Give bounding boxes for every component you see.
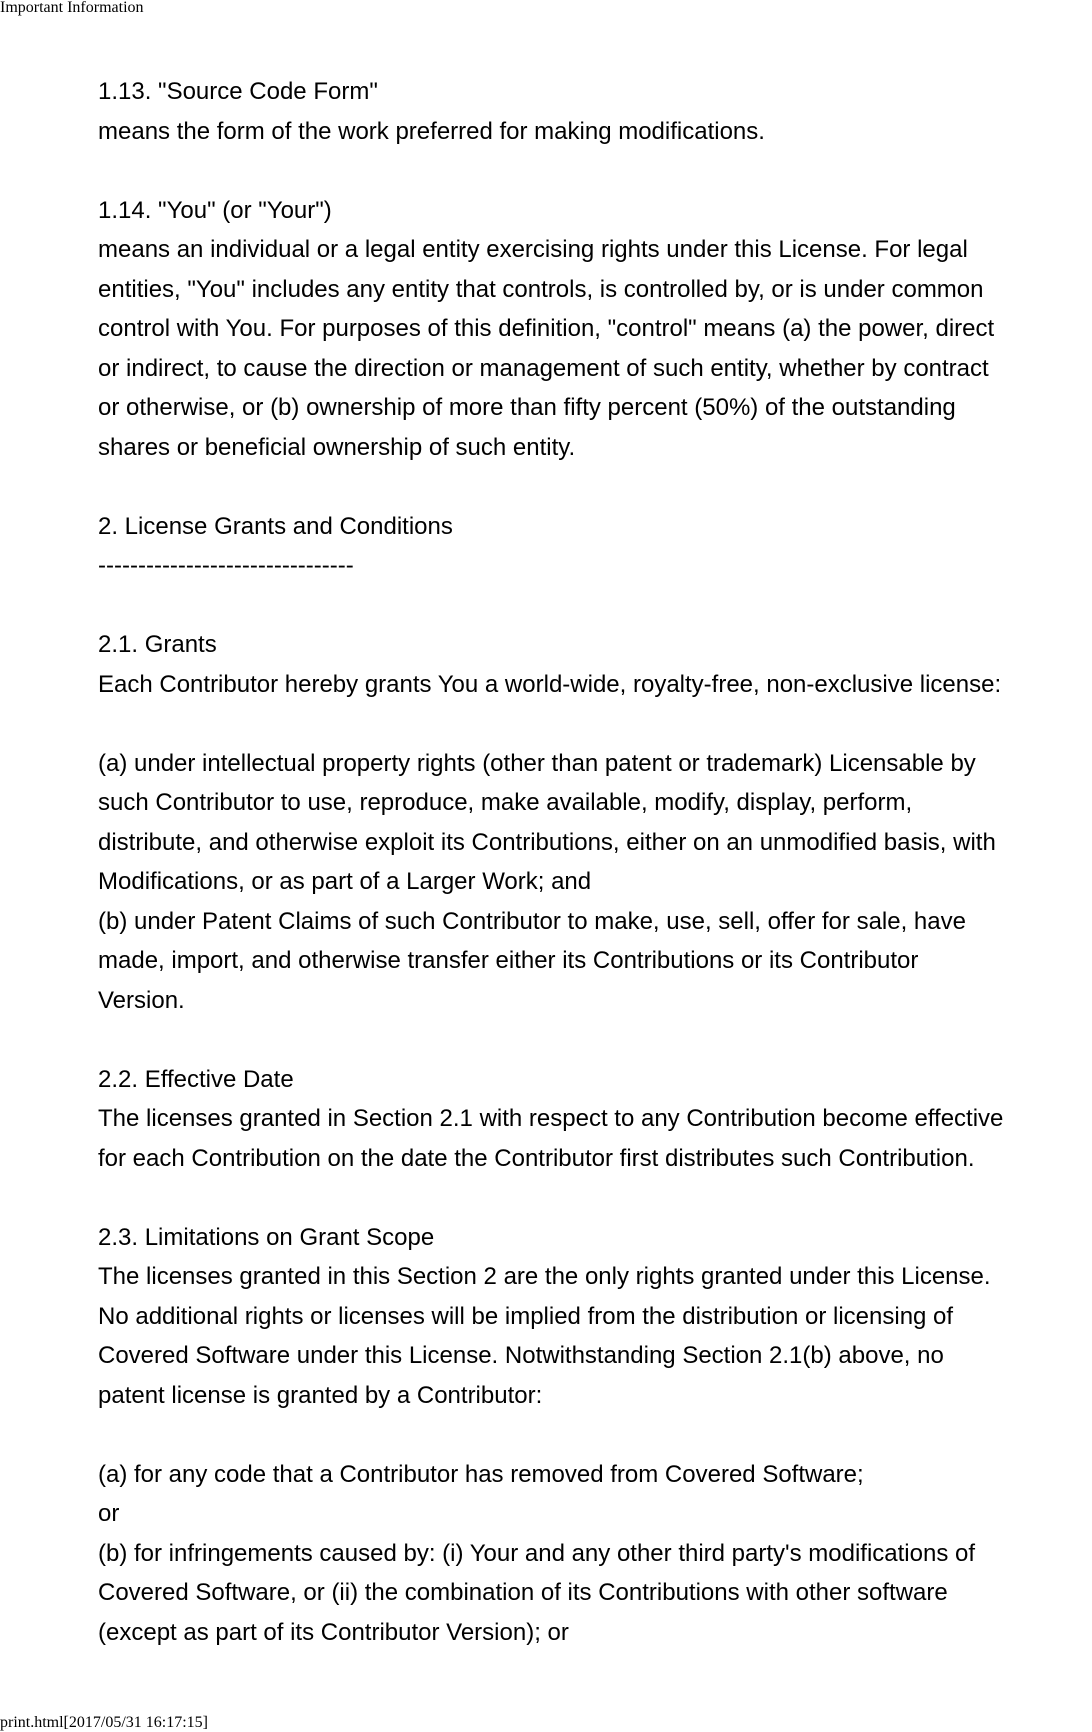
text-line: made, import, and otherwise transfer either its Contributions or its Contributor (98, 947, 919, 974)
text-line: -------------------------------- (98, 552, 354, 579)
text-line: such Contributor to use, reproduce, make available, modify, display, perform, (98, 789, 913, 816)
blank-line (98, 586, 1088, 626)
text-line: or indirect, to cause the direction or management of such entity, whether by contract (98, 354, 989, 382)
text-line: or otherwise, or (b) ownership of more than fifty percent (50%) of the outstanding (98, 394, 956, 421)
text-line: (a) under intellectual property rights (other than patent or trademark) Licensable by (98, 749, 976, 777)
blank-line (98, 1415, 1088, 1455)
text-line: 1.13. "Source Code Form" (98, 78, 378, 105)
text-line: (b) for infringements caused by: (i) Your and any other third party's modifications of (98, 1539, 976, 1567)
text-line: distribute, and otherwise exploit its Contributions, either on an unmodified basis, with (98, 828, 996, 856)
page-header-title: Important Information (0, 0, 144, 16)
text-line: Modifications, or as part of a Larger Work; and (98, 868, 592, 895)
text-line: (b) under Patent Claims of such Contributor to make, use, sell, offer for sale, have (98, 907, 966, 935)
text-line: Covered Software under this License. Notwithstanding Section 2.1(b) above, no (98, 1342, 944, 1369)
text-line: 1.14. "You" (or "Your") (98, 196, 332, 224)
text-line: shares or beneficial ownership of such entity. (98, 433, 576, 461)
text-line: means the form of the work preferred for making modifications. (98, 117, 765, 145)
text-line: 2.1. Grants (98, 631, 217, 658)
blank-line (98, 1178, 1088, 1218)
document-body (98, 72, 1088, 1652)
text-line: Each Contributor hereby grants You a world-wide, royalty-free, non-exclusive license: (98, 670, 1002, 698)
text-line: means an individual or a legal entity exercising rights under this License. For legal (98, 236, 968, 263)
text-line: patent license is granted by a Contributor: (98, 1381, 543, 1409)
blank-line (98, 704, 1088, 744)
text-line: entities, "You" includes any entity that controls, is controlled by, or is under common (98, 275, 984, 303)
text-line: The licenses granted in Section 2.1 with respect to any Contribution become effective (98, 1105, 1004, 1132)
text-line: Version. (98, 986, 185, 1014)
text-line: 2. License Grants and Conditions (98, 512, 453, 540)
text-line: or (98, 1500, 120, 1527)
text-line: Covered Software, or (ii) the combination of its Contributions with other software (98, 1579, 948, 1606)
text-line: The licenses granted in this Section 2 are the only rights granted under this License. (98, 1263, 991, 1290)
blank-line (98, 151, 1088, 191)
text-line: No additional rights or licenses will be implied from the distribution or licensing of (98, 1302, 954, 1330)
text-line: 2.3. Limitations on Grant Scope (98, 1223, 435, 1251)
text-line: 2.2. Effective Date (98, 1065, 294, 1093)
text-line: (a) for any code that a Contributor has removed from Covered Software; (98, 1460, 864, 1488)
blank-line (98, 467, 1088, 507)
text-line: control with You. For purposes of this definition, "control" means (a) the power, direct (98, 315, 995, 342)
page-footer-url: print.html[2017/05/31 16:17:15] (0, 1714, 208, 1731)
text-line: for each Contribution on the date the Contributor first distributes such Contribution. (98, 1144, 975, 1172)
blank-line (98, 1020, 1088, 1060)
text-line: (except as part of its Contributor Version); or (98, 1618, 569, 1646)
